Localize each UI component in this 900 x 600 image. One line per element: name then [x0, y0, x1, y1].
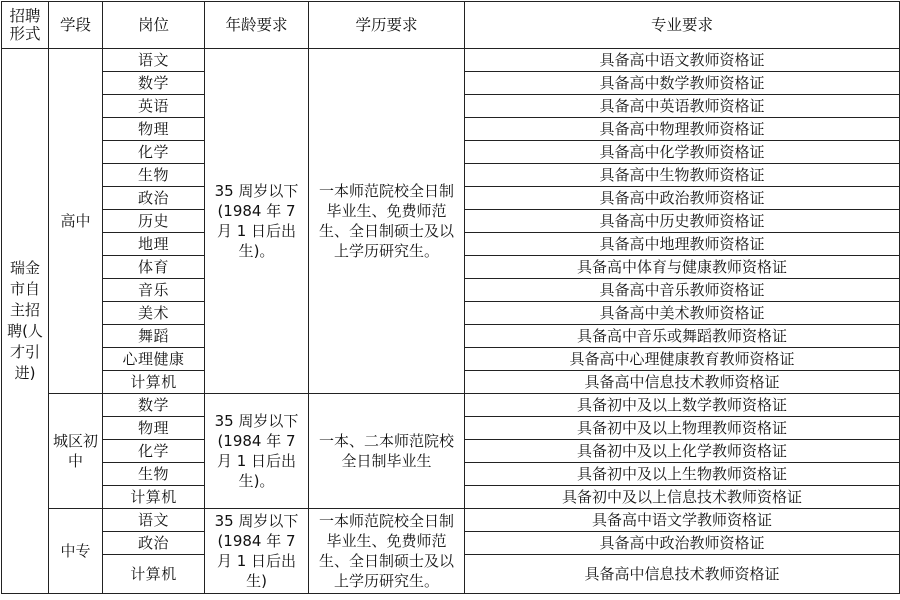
major-requirement-cell: 具备高中英语教师资格证 — [465, 95, 900, 118]
education-requirement-cell: 一本师范院校全日制毕业生、免费师范生、全日制硕士及以上学历研究生。 — [309, 509, 465, 594]
position-cell: 历史 — [103, 210, 205, 233]
position-cell: 计算机 — [103, 371, 205, 394]
major-requirement-cell: 具备初中及以上物理教师资格证 — [465, 417, 900, 440]
position-cell: 政治 — [103, 532, 205, 555]
major-requirement-cell: 具备初中及以上信息技术教师资格证 — [465, 486, 900, 509]
education-requirement-cell: 一本、二本师范院校全日制毕业生 — [309, 394, 465, 509]
position-cell: 数学 — [103, 72, 205, 95]
header-recruit-form: 招聘形式 — [2, 2, 49, 49]
position-cell: 化学 — [103, 141, 205, 164]
major-requirement-cell: 具备高中语文学教师资格证 — [465, 509, 900, 532]
table-body — [2, 49, 900, 594]
header-position: 岗位 — [103, 2, 205, 49]
major-requirement-cell: 具备高中地理教师资格证 — [465, 233, 900, 256]
position-cell: 政治 — [103, 187, 205, 210]
position-cell: 生物 — [103, 463, 205, 486]
stage-cell: 城区初中 — [49, 394, 103, 509]
major-requirement-cell: 具备高中体育与健康教师资格证 — [465, 256, 900, 279]
stage-cell: 高中 — [49, 49, 103, 394]
major-requirement-cell: 具备初中及以上化学教师资格证 — [465, 440, 900, 463]
major-requirement-cell: 具备高中音乐或舞蹈教师资格证 — [465, 325, 900, 348]
position-cell: 舞蹈 — [103, 325, 205, 348]
position-cell: 数学 — [103, 394, 205, 417]
position-cell: 英语 — [103, 95, 205, 118]
stage-cell: 中专 — [49, 509, 103, 594]
major-requirement-cell: 具备高中政治教师资格证 — [465, 532, 900, 555]
recruitment-table — [1, 1, 900, 594]
header-stage: 学段 — [49, 2, 103, 49]
position-cell: 体育 — [103, 256, 205, 279]
major-requirement-cell: 具备高中化学教师资格证 — [465, 141, 900, 164]
position-cell: 化学 — [103, 440, 205, 463]
position-cell: 物理 — [103, 118, 205, 141]
major-requirement-cell: 具备初中及以上生物教师资格证 — [465, 463, 900, 486]
education-requirement-cell: 一本师范院校全日制毕业生、免费师范生、全日制硕士及以上学历研究生。 — [309, 49, 465, 394]
header-row — [2, 2, 900, 49]
table-row — [2, 49, 900, 72]
major-requirement-cell: 具备高中美术教师资格证 — [465, 302, 900, 325]
major-requirement-cell: 具备初中及以上数学教师资格证 — [465, 394, 900, 417]
position-cell: 生物 — [103, 164, 205, 187]
position-cell: 物理 — [103, 417, 205, 440]
major-requirement-cell: 具备高中生物教师资格证 — [465, 164, 900, 187]
major-requirement-cell: 具备高中政治教师资格证 — [465, 187, 900, 210]
major-requirement-cell: 具备高中物理教师资格证 — [465, 118, 900, 141]
major-requirement-cell: 具备高中信息技术教师资格证 — [465, 555, 900, 594]
table-row — [2, 394, 900, 417]
age-requirement-cell: 35 周岁以下(1984 年 7 月 1 日后出生)。 — [205, 49, 309, 394]
recruit-form-cell: 瑞金市自主招聘(人才引进) — [2, 49, 49, 594]
position-cell: 语文 — [103, 49, 205, 72]
position-cell: 心理健康 — [103, 348, 205, 371]
major-requirement-cell: 具备高中历史教师资格证 — [465, 210, 900, 233]
position-cell: 计算机 — [103, 486, 205, 509]
position-cell: 地理 — [103, 233, 205, 256]
major-requirement-cell: 具备高中语文教师资格证 — [465, 49, 900, 72]
major-requirement-cell: 具备高中数学教师资格证 — [465, 72, 900, 95]
major-requirement-cell: 具备高中心理健康教育教师资格证 — [465, 348, 900, 371]
position-cell: 音乐 — [103, 279, 205, 302]
header-major: 专业要求 — [465, 2, 900, 49]
age-requirement-cell: 35 周岁以下(1984 年 7 月 1 日后出生) — [205, 509, 309, 594]
header-age: 年龄要求 — [205, 2, 309, 49]
table-row — [2, 509, 900, 532]
position-cell: 语文 — [103, 509, 205, 532]
age-requirement-cell: 35 周岁以下(1984 年 7 月 1 日后出生)。 — [205, 394, 309, 509]
major-requirement-cell: 具备高中信息技术教师资格证 — [465, 371, 900, 394]
header-education: 学历要求 — [309, 2, 465, 49]
major-requirement-cell: 具备高中音乐教师资格证 — [465, 279, 900, 302]
position-cell: 美术 — [103, 302, 205, 325]
position-cell: 计算机 — [103, 555, 205, 594]
